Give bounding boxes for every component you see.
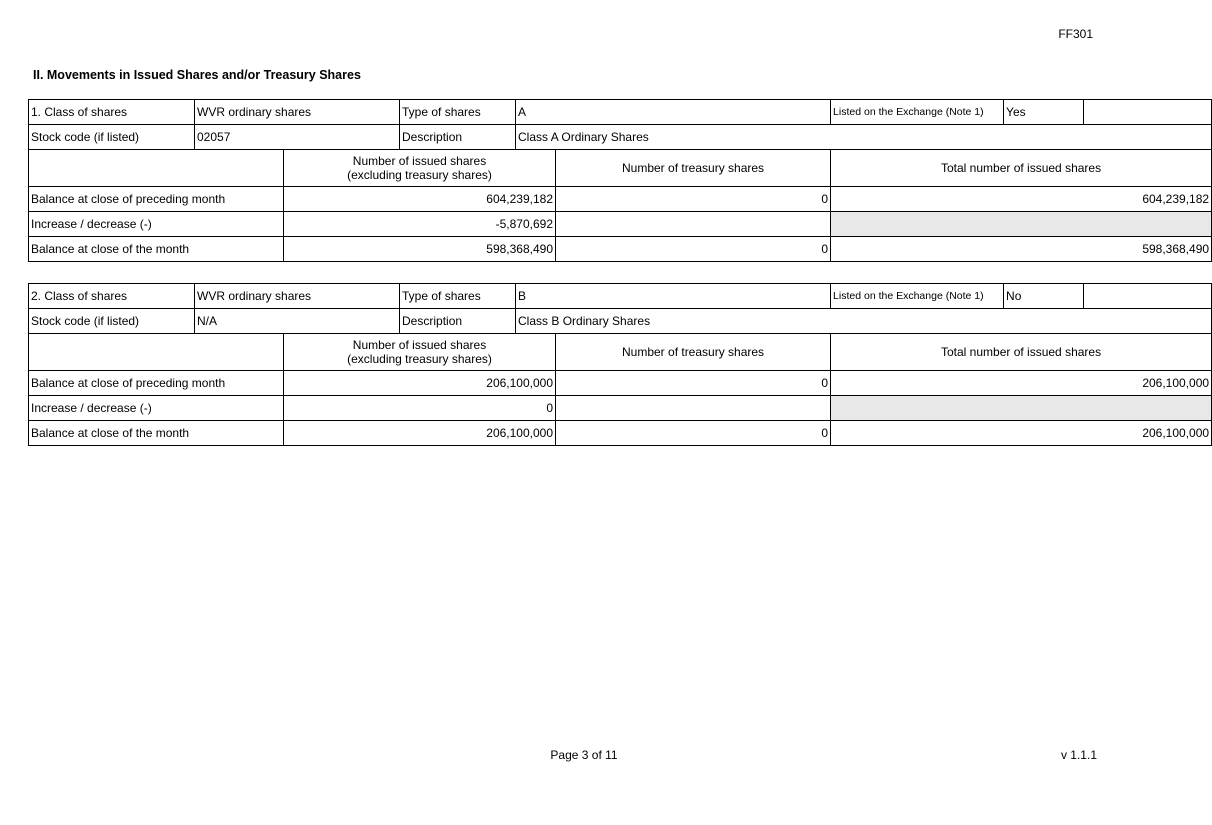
type-of-shares-value: B — [516, 284, 831, 309]
change-issued: -5,870,692 — [284, 212, 556, 237]
col-issued-line2: (excluding treasury shares) — [347, 352, 492, 366]
close-treasury: 0 — [556, 237, 831, 262]
class-of-shares-value: WVR ordinary shares — [195, 284, 400, 309]
listed-label: Listed on the Exchange (Note 1) — [831, 284, 1004, 309]
col-issued-line2: (excluding treasury shares) — [347, 168, 492, 182]
col-issued-line1: Number of issued shares — [352, 154, 487, 168]
col-total-header: Total number of issued shares — [831, 334, 1212, 371]
preceding-issued: 206,100,000 — [284, 371, 556, 396]
class-of-shares-value: WVR ordinary shares — [195, 100, 400, 125]
row-change-label: Increase / decrease (-) — [29, 396, 284, 421]
stock-code-label: Stock code (if listed) — [29, 125, 195, 150]
listed-value: Yes — [1004, 100, 1084, 125]
blank-cell — [1084, 284, 1212, 309]
header-blank — [29, 334, 284, 371]
col-total-header: Total number of issued shares — [831, 150, 1212, 187]
row-change-label: Increase / decrease (-) — [29, 212, 284, 237]
description-value: Class A Ordinary Shares — [516, 125, 1212, 150]
description-label: Description — [400, 309, 516, 334]
class-of-shares-label: 1. Class of shares — [29, 100, 195, 125]
preceding-issued: 604,239,182 — [284, 187, 556, 212]
share-class-table-b — [28, 283, 1212, 446]
share-class-table-a — [28, 99, 1212, 262]
change-treasury — [556, 396, 831, 421]
close-total: 206,100,000 — [831, 421, 1212, 446]
type-of-shares-value: A — [516, 100, 831, 125]
close-issued: 598,368,490 — [284, 237, 556, 262]
close-total: 598,368,490 — [831, 237, 1212, 262]
row-preceding-label: Balance at close of preceding month — [29, 371, 284, 396]
form-code: FF301 — [1058, 27, 1093, 41]
listed-label: Listed on the Exchange (Note 1) — [831, 100, 1004, 125]
col-treasury-header: Number of treasury shares — [556, 150, 831, 187]
col-issued-header — [284, 334, 556, 371]
change-total-shaded — [831, 396, 1212, 421]
row-close-label: Balance at close of the month — [29, 421, 284, 446]
header-blank — [29, 150, 284, 187]
stock-code-value: N/A — [195, 309, 400, 334]
preceding-treasury: 0 — [556, 187, 831, 212]
stock-code-label: Stock code (if listed) — [29, 309, 195, 334]
class-of-shares-label: 2. Class of shares — [29, 284, 195, 309]
change-treasury — [556, 212, 831, 237]
preceding-total: 206,100,000 — [831, 371, 1212, 396]
blank-cell — [1084, 100, 1212, 125]
listed-value: No — [1004, 284, 1084, 309]
row-preceding-label: Balance at close of preceding month — [29, 187, 284, 212]
change-total-shaded — [831, 212, 1212, 237]
preceding-total: 604,239,182 — [831, 187, 1212, 212]
preceding-treasury: 0 — [556, 371, 831, 396]
type-of-shares-label: Type of shares — [400, 100, 516, 125]
change-issued: 0 — [284, 396, 556, 421]
description-value: Class B Ordinary Shares — [516, 309, 1212, 334]
close-treasury: 0 — [556, 421, 831, 446]
col-issued-header — [284, 150, 556, 187]
page-number: Page 3 of 11 — [550, 748, 618, 762]
col-issued-line1: Number of issued shares — [352, 338, 487, 352]
stock-code-value: 02057 — [195, 125, 400, 150]
row-close-label: Balance at close of the month — [29, 237, 284, 262]
close-issued: 206,100,000 — [284, 421, 556, 446]
version-label: v 1.1.1 — [1060, 748, 1097, 762]
description-label: Description — [400, 125, 516, 150]
section-title: II. Movements in Issued Shares and/or Treasury Shares — [33, 68, 361, 82]
col-treasury-header: Number of treasury shares — [556, 334, 831, 371]
type-of-shares-label: Type of shares — [400, 284, 516, 309]
